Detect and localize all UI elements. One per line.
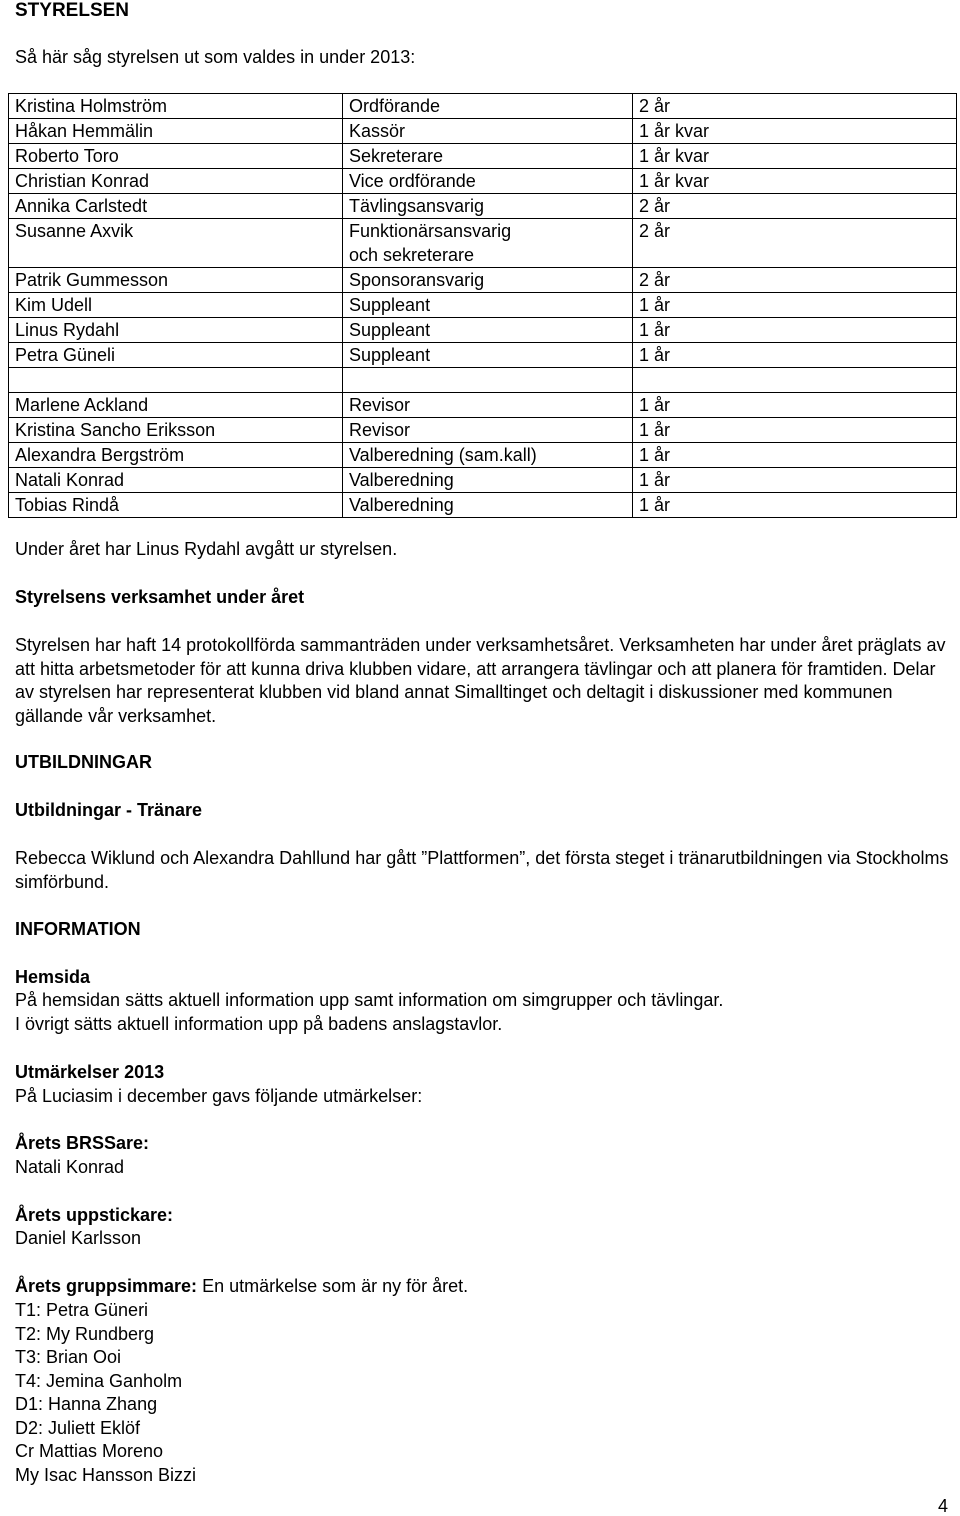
member-term: 2 år (633, 268, 957, 293)
member-role: Tävlingsansvarig (343, 194, 633, 219)
award-brssare-name: Natali Konrad (15, 1157, 125, 1177)
member-term: 1 år kvar (633, 169, 957, 194)
board-row (9, 268, 957, 293)
education-subheading: Utbildningar - Tränare (15, 800, 203, 820)
board-row (9, 343, 957, 368)
member-role: Sekreterare (343, 144, 633, 169)
member-name: Kim Udell (9, 293, 343, 318)
member-role-line-2: och sekreterare (349, 245, 475, 265)
board-row (9, 493, 957, 518)
award-uppstickare-title: Årets uppstickare: (15, 1205, 174, 1225)
member-name: Natali Konrad (9, 468, 343, 493)
member-role: Suppleant (343, 318, 633, 343)
member-name: Petra Güneli (9, 343, 343, 368)
group-swimmer-item: T4: Jemina Ganholm (15, 1370, 183, 1391)
group-swimmer-item: T2: My Rundberg (15, 1323, 155, 1344)
website-heading: Hemsida (15, 967, 91, 987)
member-term: 1 år (633, 443, 957, 468)
member-term: 1 år kvar (633, 144, 957, 169)
board-row (9, 144, 957, 169)
member-term: 2 år (633, 94, 957, 119)
empty-cell (9, 368, 343, 393)
education-paragraph: Rebecca Wiklund och Alexandra Dahllund har gått ”Plattformen”, det första steget i tränarutbildningen via Stockholms simförbund. (15, 848, 949, 892)
member-role (343, 219, 633, 268)
board-row (9, 468, 957, 493)
group-swimmer-item: D2: Juliett Eklöf (15, 1417, 141, 1438)
section-title-styrelsen: STYRELSEN (15, 0, 130, 21)
member-name: Marlene Ackland (9, 393, 343, 418)
awards-intro: På Luciasim i december gavs följande utmärkelser: (15, 1086, 423, 1106)
board-row (9, 418, 957, 443)
board-row (9, 393, 957, 418)
group-swimmer-item: Cr Mattias Moreno (15, 1441, 164, 1461)
member-name: Christian Konrad (9, 169, 343, 194)
member-role: Kassör (343, 119, 633, 144)
member-name: Alexandra Bergström (9, 443, 343, 468)
group-swimmer-item: T3: Brian Ooi (15, 1347, 122, 1367)
member-term: 1 år (633, 343, 957, 368)
board-table (8, 93, 957, 518)
member-role-line-1: Funktionärsansvarig (349, 221, 512, 241)
member-name: Kristina Sancho Eriksson (9, 418, 343, 443)
board-row (9, 443, 957, 468)
member-role: Sponsoransvarig (343, 268, 633, 293)
member-role: Vice ordförande (343, 169, 633, 194)
member-role: Valberedning (343, 468, 633, 493)
award-uppstickare-name: Daniel Karlsson (15, 1228, 142, 1248)
education-heading: UTBILDNINGAR (15, 752, 152, 772)
board-row (9, 293, 957, 318)
member-name: Susanne Axvik (9, 219, 343, 268)
group-swimmer-item: My Isac Hansson Bizzi (15, 1464, 197, 1485)
member-role: Ordförande (343, 94, 633, 119)
member-term: 1 år (633, 493, 957, 518)
activity-paragraph: Styrelsen har haft 14 protokollförda sammanträden under verksamhetsåret. Verksamheten har under året präglats av att hitta arbetsmetoder för att kunna driva klubben vidare, att arrangera tävlingar och att planera för framtiden. Delar av styrelsen har representerat klubben vid bland annat Simalltinget och deltagit i diskussioner med kommunen gällande vår verksamhet. (15, 635, 946, 726)
board-row (9, 94, 957, 119)
member-role: Valberedning (sam.kall) (343, 443, 633, 468)
member-role: Valberedning (343, 493, 633, 518)
member-name: Annika Carlstedt (9, 194, 343, 219)
board-row (9, 194, 957, 219)
member-name: Linus Rydahl (9, 318, 343, 343)
member-role: Revisor (343, 393, 633, 418)
website-line-1: På hemsidan sätts aktuell information upp samt information om simgrupper och tävlingar. (15, 990, 724, 1010)
empty-cell (343, 368, 633, 393)
group-swimmer-item: D1: Hanna Zhang (15, 1394, 158, 1414)
member-role: Suppleant (343, 293, 633, 318)
member-role: Suppleant (343, 343, 633, 368)
group-swimmers-list (15, 1299, 955, 1487)
board-row (9, 169, 957, 194)
separator-row (9, 368, 957, 393)
member-term: 1 år (633, 293, 957, 318)
member-name: Patrik Gummesson (9, 268, 343, 293)
awards-heading: Utmärkelser 2013 (15, 1062, 165, 1082)
information-heading: INFORMATION (15, 919, 141, 939)
member-term: 2 år (633, 219, 957, 268)
group-swimmer-item: T1: Petra Güneri (15, 1300, 149, 1320)
member-term: 1 år kvar (633, 119, 957, 144)
member-term: 1 år (633, 318, 957, 343)
resignation-note: Under året har Linus Rydahl avgått ur styrelsen. (15, 539, 398, 559)
member-role: Revisor (343, 418, 633, 443)
member-name: Roberto Toro (9, 144, 343, 169)
page-number: 4 (938, 1496, 949, 1516)
member-term: 1 år (633, 468, 957, 493)
award-gruppsimmare-desc: En utmärkelse som är ny för året. (197, 1276, 469, 1296)
member-name: Håkan Hemmälin (9, 119, 343, 144)
board-row (9, 119, 957, 144)
website-line-2: I övrigt sätts aktuell information upp på badens anslagstavlor. (15, 1014, 503, 1034)
member-name: Tobias Rindå (9, 493, 343, 518)
activity-heading: Styrelsens verksamhet under året (15, 587, 305, 607)
award-brssare-title: Årets BRSSare: (15, 1133, 150, 1153)
member-term: 1 år (633, 418, 957, 443)
award-gruppsimmare-line (15, 1275, 955, 1299)
member-name: Kristina Holmström (9, 94, 343, 119)
empty-cell (633, 368, 957, 393)
member-term: 1 år (633, 393, 957, 418)
award-gruppsimmare-title: Årets gruppsimmare: (15, 1276, 198, 1296)
board-row (9, 219, 957, 268)
member-term: 2 år (633, 194, 957, 219)
board-row (9, 318, 957, 343)
intro-text: Så här såg styrelsen ut som valdes in under 2013: (15, 47, 416, 67)
